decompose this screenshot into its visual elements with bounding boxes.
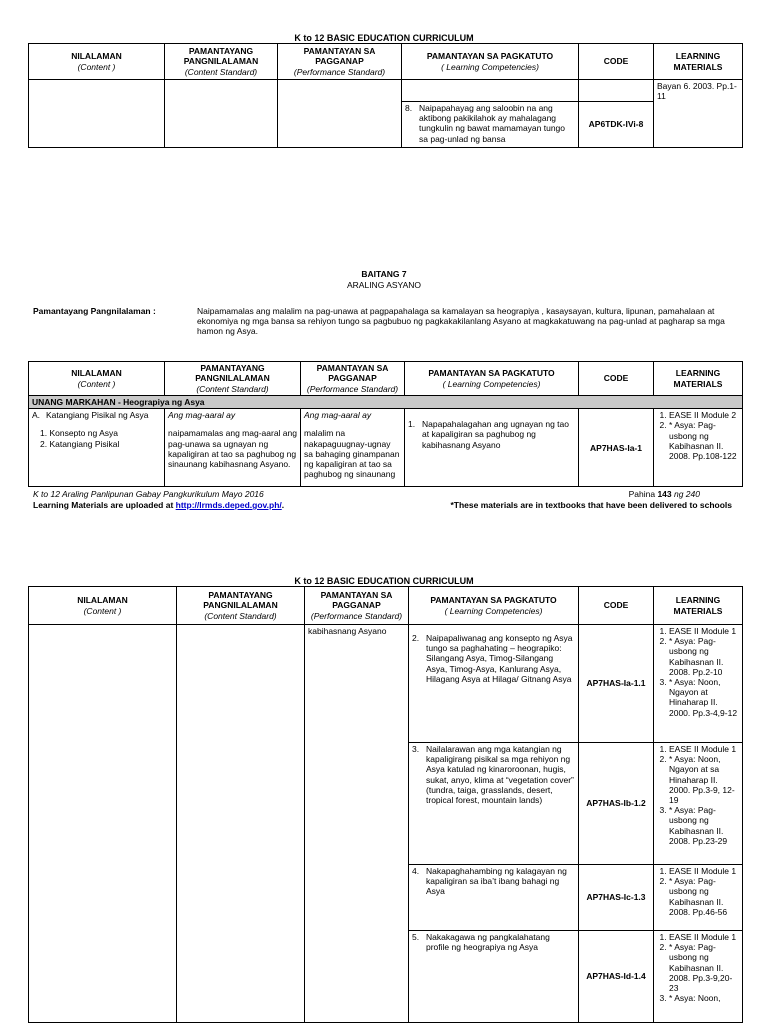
curriculum-table-3 xyxy=(28,586,743,1023)
content-standard-text: Naipamamalas ang malalim na pag-unawa at pagpapahalaga sa kamalayan sa heograpiya , kasaysayan, kultura, lipunan, pamahalaan at ekonomiya ng mga bansa sa rehiyon tungo sa pagbubuo ng pagkakakilanlang Asyano at magkakatuwang na pag-unlad at pagharap sa mga hamon ng Asya. xyxy=(197,306,725,337)
col-header-code: CODE xyxy=(579,44,654,80)
col-header-competencies: PAMANTAYAN SA PAGKATUTO ( Learning Competencies) xyxy=(405,362,579,396)
lrmds-link[interactable]: http://lrmds.deped.gov.ph/ xyxy=(175,500,282,510)
curriculum-title-2: K to 12 BASIC EDUCATION CURRICULUM xyxy=(294,576,474,586)
grade-subtitle: ARALING ASYANO xyxy=(346,280,421,290)
competency-cell: 4. Nakapaghahambing ng kalagayan ng kapaligiran sa iba’t ibang bahagi ng Asya xyxy=(409,865,579,931)
competency-cell: 8. Naipapahayag ang saloobin na ang aktibong pakikilahok ay mahalagang tungkulin ng bawat mamamayan tungo sa pag-unlad ng bansa xyxy=(402,102,579,148)
col-header-materials: LEARNING MATERIALS xyxy=(654,587,743,625)
competency-cell: 1. Napapahalagahan ang ugnayan ng tao at kapaligiran sa paghubog ng kabihasnang Asyano xyxy=(405,409,579,487)
footer-lm-note: Learning Materials are uploaded at http://lrmds.deped.gov.ph/. xyxy=(33,500,285,510)
col-header-content-standard: PAMANTAYANG PANGNILALAMAN (Content Standard) xyxy=(177,587,305,625)
competency-cell: 2. Naipapaliwanag ang konsepto ng Asya tungo sa paghahating – heograpiko: Silangang Asya, Timog-Silangang Asya, Timog-Asya, Kanlurang Asya, Hilagang Asya at Hilaga/ Gitnang Asya xyxy=(409,625,579,743)
content-cell: A. Katangiang Pisikal ng Asya 1. Konsepto ng Asya 2. Katangiang Pisikal xyxy=(29,409,165,487)
curriculum-table-2 xyxy=(28,361,743,487)
curriculum-title: K to 12 BASIC EDUCATION CURRICULUM xyxy=(294,33,474,43)
competency-cell: 3. Nailalarawan ang mga katangian ng kapaligirang pisikal sa mga rehiyon ng Asya katulad ng kinaroroonan, hugis, sukat, anyo, klima at “vegetation cover” (tundra, taiga, grasslands, desert, tropical forest, mountain lands) xyxy=(409,743,579,865)
col-header-competencies: PAMANTAYAN SA PAGKATUTO ( Learning Competencies) xyxy=(402,44,579,80)
content-standard-label: Pamantayang Pangnilalaman : xyxy=(33,306,156,316)
code-cell: AP6TDK-IVi-8 xyxy=(579,102,654,148)
materials-cell: Bayan 6. 2003. Pp.1-11 xyxy=(654,80,743,148)
materials-cell: 1. EASE II Module 2 2. * Asya: Pag-usbong ng Kabihasnan II. 2008. Pp.108-122 xyxy=(654,409,743,487)
col-header-materials: LEARNING MATERIALS xyxy=(654,362,743,396)
materials-cell: 1. EASE II Module 1 2. * Asya: Pag-usbong ng Kabihasnan II. 2008. Pp.2-10 3. * Asya: Noon, Ngayon at Hinaharap II. 2000. Pp.3-4,9-12 xyxy=(654,625,743,743)
col-header-content: NILALAMAN (Content ) xyxy=(29,44,165,80)
code-cell: AP7HAS-Ic-1.3 xyxy=(579,865,654,931)
col-header-code: CODE xyxy=(579,362,654,396)
col-header-competencies: PAMANTAYAN SA PAGKATUTO ( Learning Competencies) xyxy=(409,587,579,625)
code-cell: AP7HAS-Ia-1.1 xyxy=(579,625,654,743)
materials-cell: 1. EASE II Module 1 2. * Asya: Noon, Ngayon at sa Hinaharap II. 2000. Pp.3-9, 12-19 3. * Asya: Pag-usbong ng Kabihasnan II. 2008. Pp.23-29 xyxy=(654,743,743,865)
grade-title: BAITANG 7 xyxy=(361,269,407,279)
col-header-content-standard: PAMANTAYANG PANGNILALAMAN (Content Standard) xyxy=(165,44,278,80)
col-header-materials: LEARNING MATERIALS xyxy=(654,44,743,80)
col-header-code: CODE xyxy=(579,587,654,625)
curriculum-table-1 xyxy=(28,43,743,148)
footer-textbook-note: *These materials are in textbooks that have been delivered to schools xyxy=(450,500,732,510)
footer-page-number: Pahina 143 ng 240 xyxy=(628,489,700,499)
materials-cell: 1. EASE II Module 1 2. * Asya: Pag-usbong ng Kabihasnan II. 2008. Pp.46-56 xyxy=(654,865,743,931)
col-header-content-standard: PAMANTAYANG PANGNILALAMAN (Content Standard) xyxy=(165,362,301,396)
materials-cell: 1. EASE II Module 1 2. * Asya: Pag-usbong ng Kabihasnan II. 2008. Pp.3-9,20-23 3. * Asya: Noon, xyxy=(654,931,743,1023)
competency-cell: 5. Nakakagawa ng pangkalahatang profile ng heograpiya ng Asya xyxy=(409,931,579,1023)
performance-standard-cell: kabihasnang Asyano xyxy=(305,625,409,1023)
col-header-performance-standard: PAMANTAYAN SA PAGGANAP (Performance Standard) xyxy=(301,362,405,396)
col-header-performance-standard: PAMANTAYAN SA PAGGANAP (Performance Standard) xyxy=(278,44,402,80)
footer-guide-title: K to 12 Araling Panlipunan Gabay Pangkurikulum Mayo 2016 xyxy=(33,489,264,499)
col-header-content: NILALAMAN (Content ) xyxy=(29,362,165,396)
col-header-content: NILALAMAN (Content ) xyxy=(29,587,177,625)
quarter-header: UNANG MARKAHAN - Heograpiya ng Asya xyxy=(29,396,743,409)
code-cell: AP7HAS-Ib-1.2 xyxy=(579,743,654,865)
code-cell: AP7HAS-Id-1.4 xyxy=(579,931,654,1023)
performance-standard-cell: Ang mag-aaral ay malalim na nakapaguugnay-ugnay sa bahaging ginampanan ng kapaligiran at tao sa paghubog ng sinaunang xyxy=(301,409,405,487)
col-header-performance-standard: PAMANTAYAN SA PAGGANAP (Performance Standard) xyxy=(305,587,409,625)
content-standard-cell: Ang mag-aaral ay naipamamalas ang mag-aaral ang pag-unawa sa ugnayan ng kapaligiran at tao sa paghubog ng sinaunang kabihasnang Asyano. xyxy=(165,409,301,487)
code-cell: AP7HAS-Ia-1 xyxy=(579,409,654,487)
